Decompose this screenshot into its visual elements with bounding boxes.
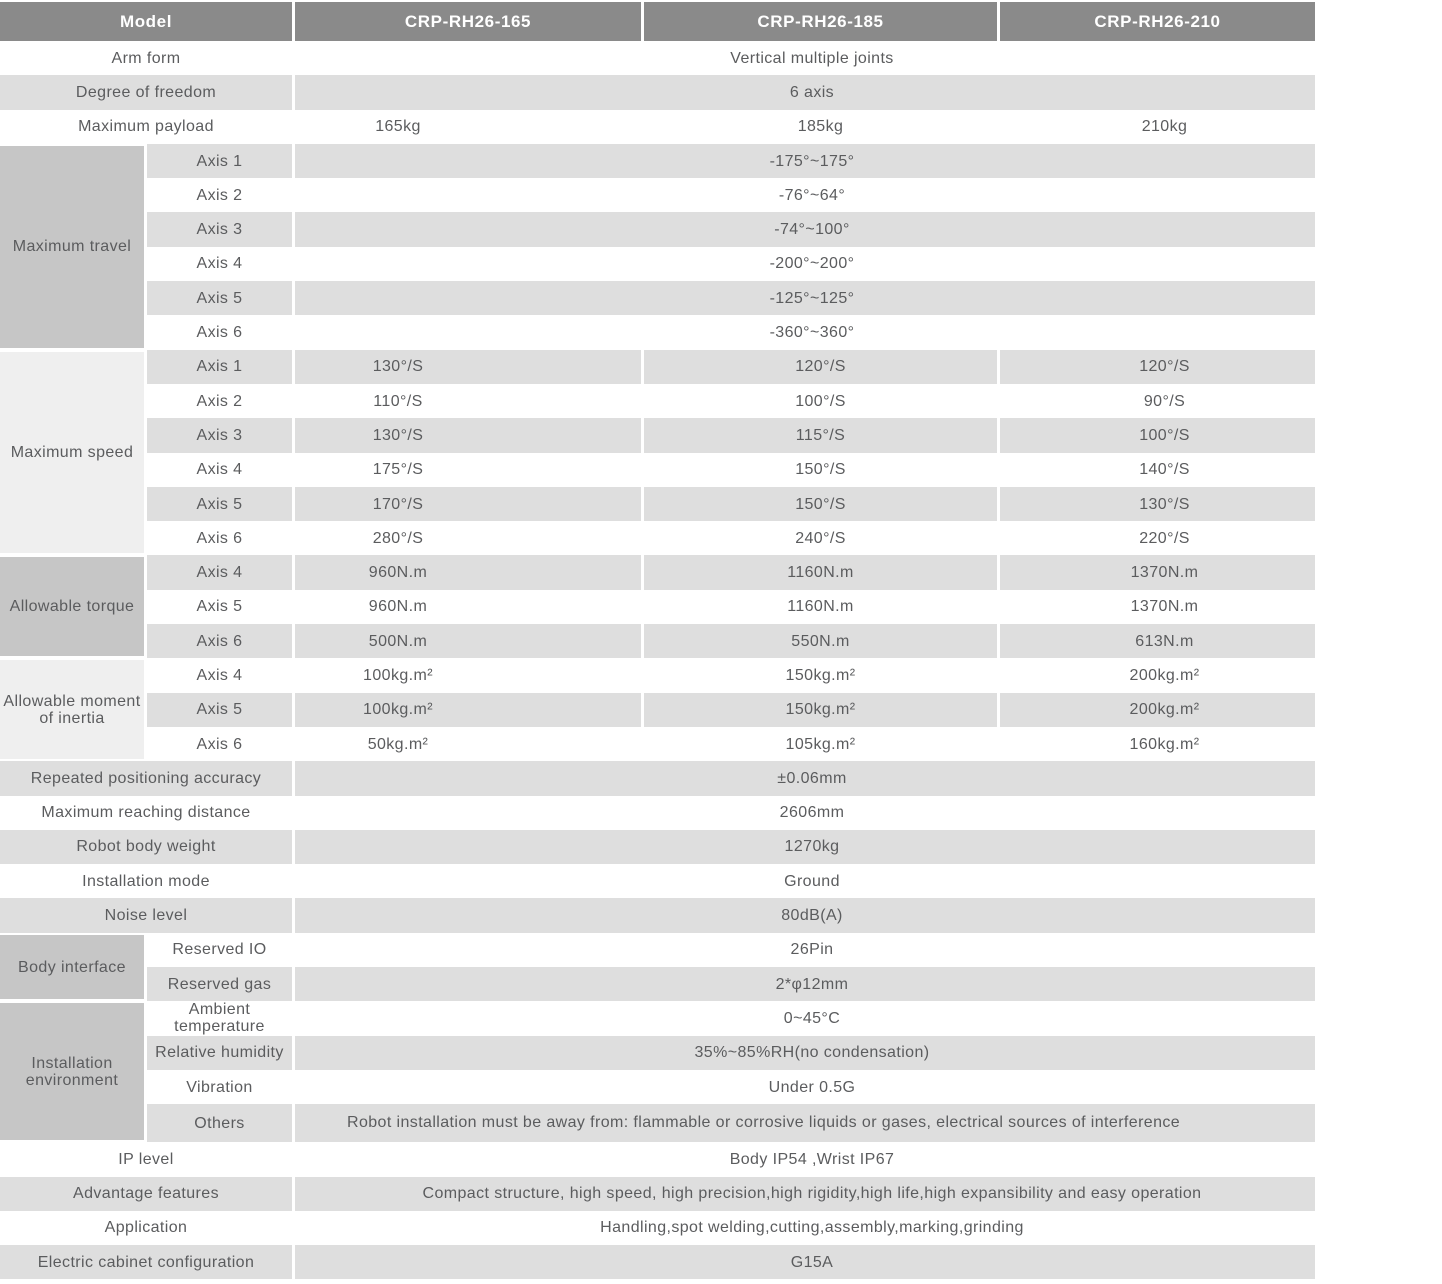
spec-value-col1: 130°/S bbox=[295, 418, 641, 452]
spec-group-label: Body interface bbox=[0, 933, 144, 1002]
spec-group-label: Allowable moment of inertia bbox=[0, 658, 144, 761]
spec-value-col1: 130°/S bbox=[295, 350, 641, 384]
model-header-rh26-165: CRP-RH26-165 bbox=[295, 2, 641, 41]
spec-value-merged: 1270kg bbox=[295, 830, 1315, 864]
spec-value-merged: Body IP54 ,Wrist IP67 bbox=[729, 1150, 895, 1168]
spec-value-merged: Vertical multiple joints bbox=[730, 49, 894, 67]
spec-value-col1: 170°/S bbox=[295, 487, 641, 521]
spec-subrow-label: Axis 6 bbox=[196, 324, 243, 342]
spec-value-merged: 0~45°C bbox=[783, 1009, 841, 1027]
spec-value-col3: 210kg bbox=[1141, 118, 1188, 136]
spec-subrow-label: Reserved gas bbox=[147, 967, 292, 1001]
spec-row-label: Arm form bbox=[111, 49, 181, 67]
spec-value-col1: 50kg.m² bbox=[367, 735, 429, 753]
spec-value-merged: 2*φ12mm bbox=[295, 967, 1315, 1001]
spec-subrow-label: Axis 4 bbox=[147, 555, 292, 589]
spec-value-col2: 105kg.m² bbox=[785, 735, 856, 753]
spec-value-merged: 26Pin bbox=[790, 941, 834, 959]
spec-value-col3: 200kg.m² bbox=[1129, 666, 1200, 684]
spec-subrow-label: Axis 5 bbox=[196, 598, 243, 616]
spec-subrow-label: Vibration bbox=[186, 1078, 253, 1096]
spec-row-label: Repeated positioning accuracy bbox=[0, 761, 292, 795]
spec-value-col2: 550N.m bbox=[644, 624, 997, 658]
spec-subrow-label: Axis 3 bbox=[147, 212, 292, 246]
spec-value-col3: 613N.m bbox=[1000, 624, 1315, 658]
spec-subrow-label: Ambient temperature bbox=[174, 1001, 265, 1036]
spec-value-col1: 960N.m bbox=[368, 598, 428, 616]
spec-row-label: Application bbox=[104, 1219, 188, 1237]
spec-value-col2: 150°/S bbox=[644, 487, 997, 521]
spec-group-label: Maximum speed bbox=[0, 350, 144, 556]
spec-value-col3: 1370N.m bbox=[1000, 555, 1315, 589]
spec-subrow-label: Reserved IO bbox=[172, 941, 267, 959]
spec-value-merged: Compact structure, high speed, high precision,high rigidity,high life,high expansibility and easy operation bbox=[295, 1177, 1315, 1211]
spec-subrow-label: Others bbox=[147, 1104, 292, 1142]
spec-value-col1: 280°/S bbox=[372, 529, 424, 547]
spec-value-col3: 130°/S bbox=[1000, 487, 1315, 521]
spec-value-col1: 100kg.m² bbox=[363, 666, 433, 684]
spec-value-col2: 150kg.m² bbox=[644, 693, 997, 727]
spec-row-label: Electric cabinet configuration bbox=[0, 1245, 292, 1279]
spec-value-col1: 500N.m bbox=[295, 624, 641, 658]
model-header-label: Model bbox=[0, 2, 292, 41]
spec-value-col3: 220°/S bbox=[1139, 529, 1190, 547]
spec-row-label: Noise level bbox=[0, 898, 292, 932]
spec-subrow-label: Axis 4 bbox=[196, 255, 243, 273]
spec-value-col2: 150kg.m² bbox=[785, 666, 856, 684]
spec-value-merged: Robot installation must be away from: flammable or corrosive liquids or gases, electrical sources of interference bbox=[295, 1104, 1315, 1142]
spec-row-label: Installation mode bbox=[82, 872, 210, 890]
spec-group-label: Installation environment bbox=[0, 1001, 144, 1142]
spec-value-merged: G15A bbox=[295, 1245, 1315, 1279]
spec-subrow-label: Axis 2 bbox=[196, 186, 243, 204]
spec-value-merged: Ground bbox=[784, 872, 840, 890]
spec-subrow-label: Axis 1 bbox=[147, 144, 292, 178]
spec-value-col1: 110°/S bbox=[373, 392, 423, 410]
spec-value-merged: 80dB(A) bbox=[295, 898, 1315, 932]
spec-subrow-label: Axis 3 bbox=[147, 418, 292, 452]
spec-value-col2: 115°/S bbox=[644, 418, 997, 452]
spec-value-col3: 1370N.m bbox=[1130, 598, 1199, 616]
spec-value-merged: -76°~64° bbox=[778, 186, 846, 204]
spec-value-merged: -175°~175° bbox=[295, 144, 1315, 178]
spec-group-label: Allowable torque bbox=[0, 555, 144, 658]
spec-value-col2: 1160N.m bbox=[787, 598, 854, 616]
spec-value-merged: 2606mm bbox=[779, 804, 845, 822]
spec-value-merged: Under 0.5G bbox=[768, 1078, 856, 1096]
spec-subrow-label: Relative humidity bbox=[147, 1036, 292, 1070]
spec-value-col1: 100kg.m² bbox=[295, 693, 641, 727]
spec-value-merged: ±0.06mm bbox=[295, 761, 1315, 795]
spec-subrow-label: Axis 6 bbox=[147, 624, 292, 658]
spec-subrow-label: Axis 4 bbox=[196, 461, 243, 479]
spec-row-label: Degree of freedom bbox=[0, 75, 292, 109]
spec-subrow-label: Axis 4 bbox=[196, 666, 243, 684]
spec-value-col1: 175°/S bbox=[372, 461, 424, 479]
spec-subrow-label: Axis 6 bbox=[196, 735, 243, 753]
spec-value-col3: 160kg.m² bbox=[1129, 735, 1200, 753]
spec-row-label: Robot body weight bbox=[0, 830, 292, 864]
model-header-rh26-185: CRP-RH26-185 bbox=[644, 2, 997, 41]
spec-value-col3: 200kg.m² bbox=[1000, 693, 1315, 727]
spec-value-merged: -360°~360° bbox=[769, 324, 855, 342]
spec-value-col2: 150°/S bbox=[795, 461, 846, 479]
spec-value-col3: 120°/S bbox=[1000, 350, 1315, 384]
spec-row-label: Maximum payload bbox=[78, 118, 214, 136]
spec-value-col2: 120°/S bbox=[644, 350, 997, 384]
spec-group-label: Maximum travel bbox=[0, 144, 144, 350]
spec-value-col1: 165kg bbox=[375, 118, 421, 136]
spec-value-col2: 240°/S bbox=[795, 529, 846, 547]
spec-row-label: IP level bbox=[118, 1150, 174, 1168]
spec-value-merged: Handling,spot welding,cutting,assembly,marking,grinding bbox=[600, 1219, 1024, 1237]
spec-subrow-label: Axis 2 bbox=[196, 392, 243, 410]
spec-row-label: Advantage features bbox=[0, 1177, 292, 1211]
spec-value-col2: 100°/S bbox=[795, 392, 846, 410]
spec-value-col3: 90°/S bbox=[1143, 392, 1186, 410]
spec-value-col2: 185kg bbox=[797, 118, 844, 136]
spec-subrow-label: Axis 5 bbox=[147, 487, 292, 521]
spec-subrow-label: Axis 5 bbox=[147, 693, 292, 727]
spec-value-col3: 100°/S bbox=[1000, 418, 1315, 452]
spec-subrow-label: Axis 6 bbox=[196, 529, 243, 547]
spec-subrow-label: Axis 1 bbox=[147, 350, 292, 384]
spec-row-label: Maximum reaching distance bbox=[41, 804, 251, 822]
spec-value-merged: 6 axis bbox=[295, 75, 1315, 109]
spec-value-merged: -125°~125° bbox=[295, 281, 1315, 315]
spec-table bbox=[0, 2, 1316, 1279]
spec-value-merged: -74°~100° bbox=[295, 212, 1315, 246]
spec-value-col3: 140°/S bbox=[1139, 461, 1190, 479]
model-header-rh26-210: CRP-RH26-210 bbox=[1000, 2, 1315, 41]
spec-value-col2: 1160N.m bbox=[644, 555, 997, 589]
spec-value-merged: -200°~200° bbox=[769, 255, 855, 273]
spec-value-col1: 960N.m bbox=[295, 555, 641, 589]
spec-value-merged: 35%~85%RH(no condensation) bbox=[295, 1036, 1315, 1070]
spec-subrow-label: Axis 5 bbox=[147, 281, 292, 315]
